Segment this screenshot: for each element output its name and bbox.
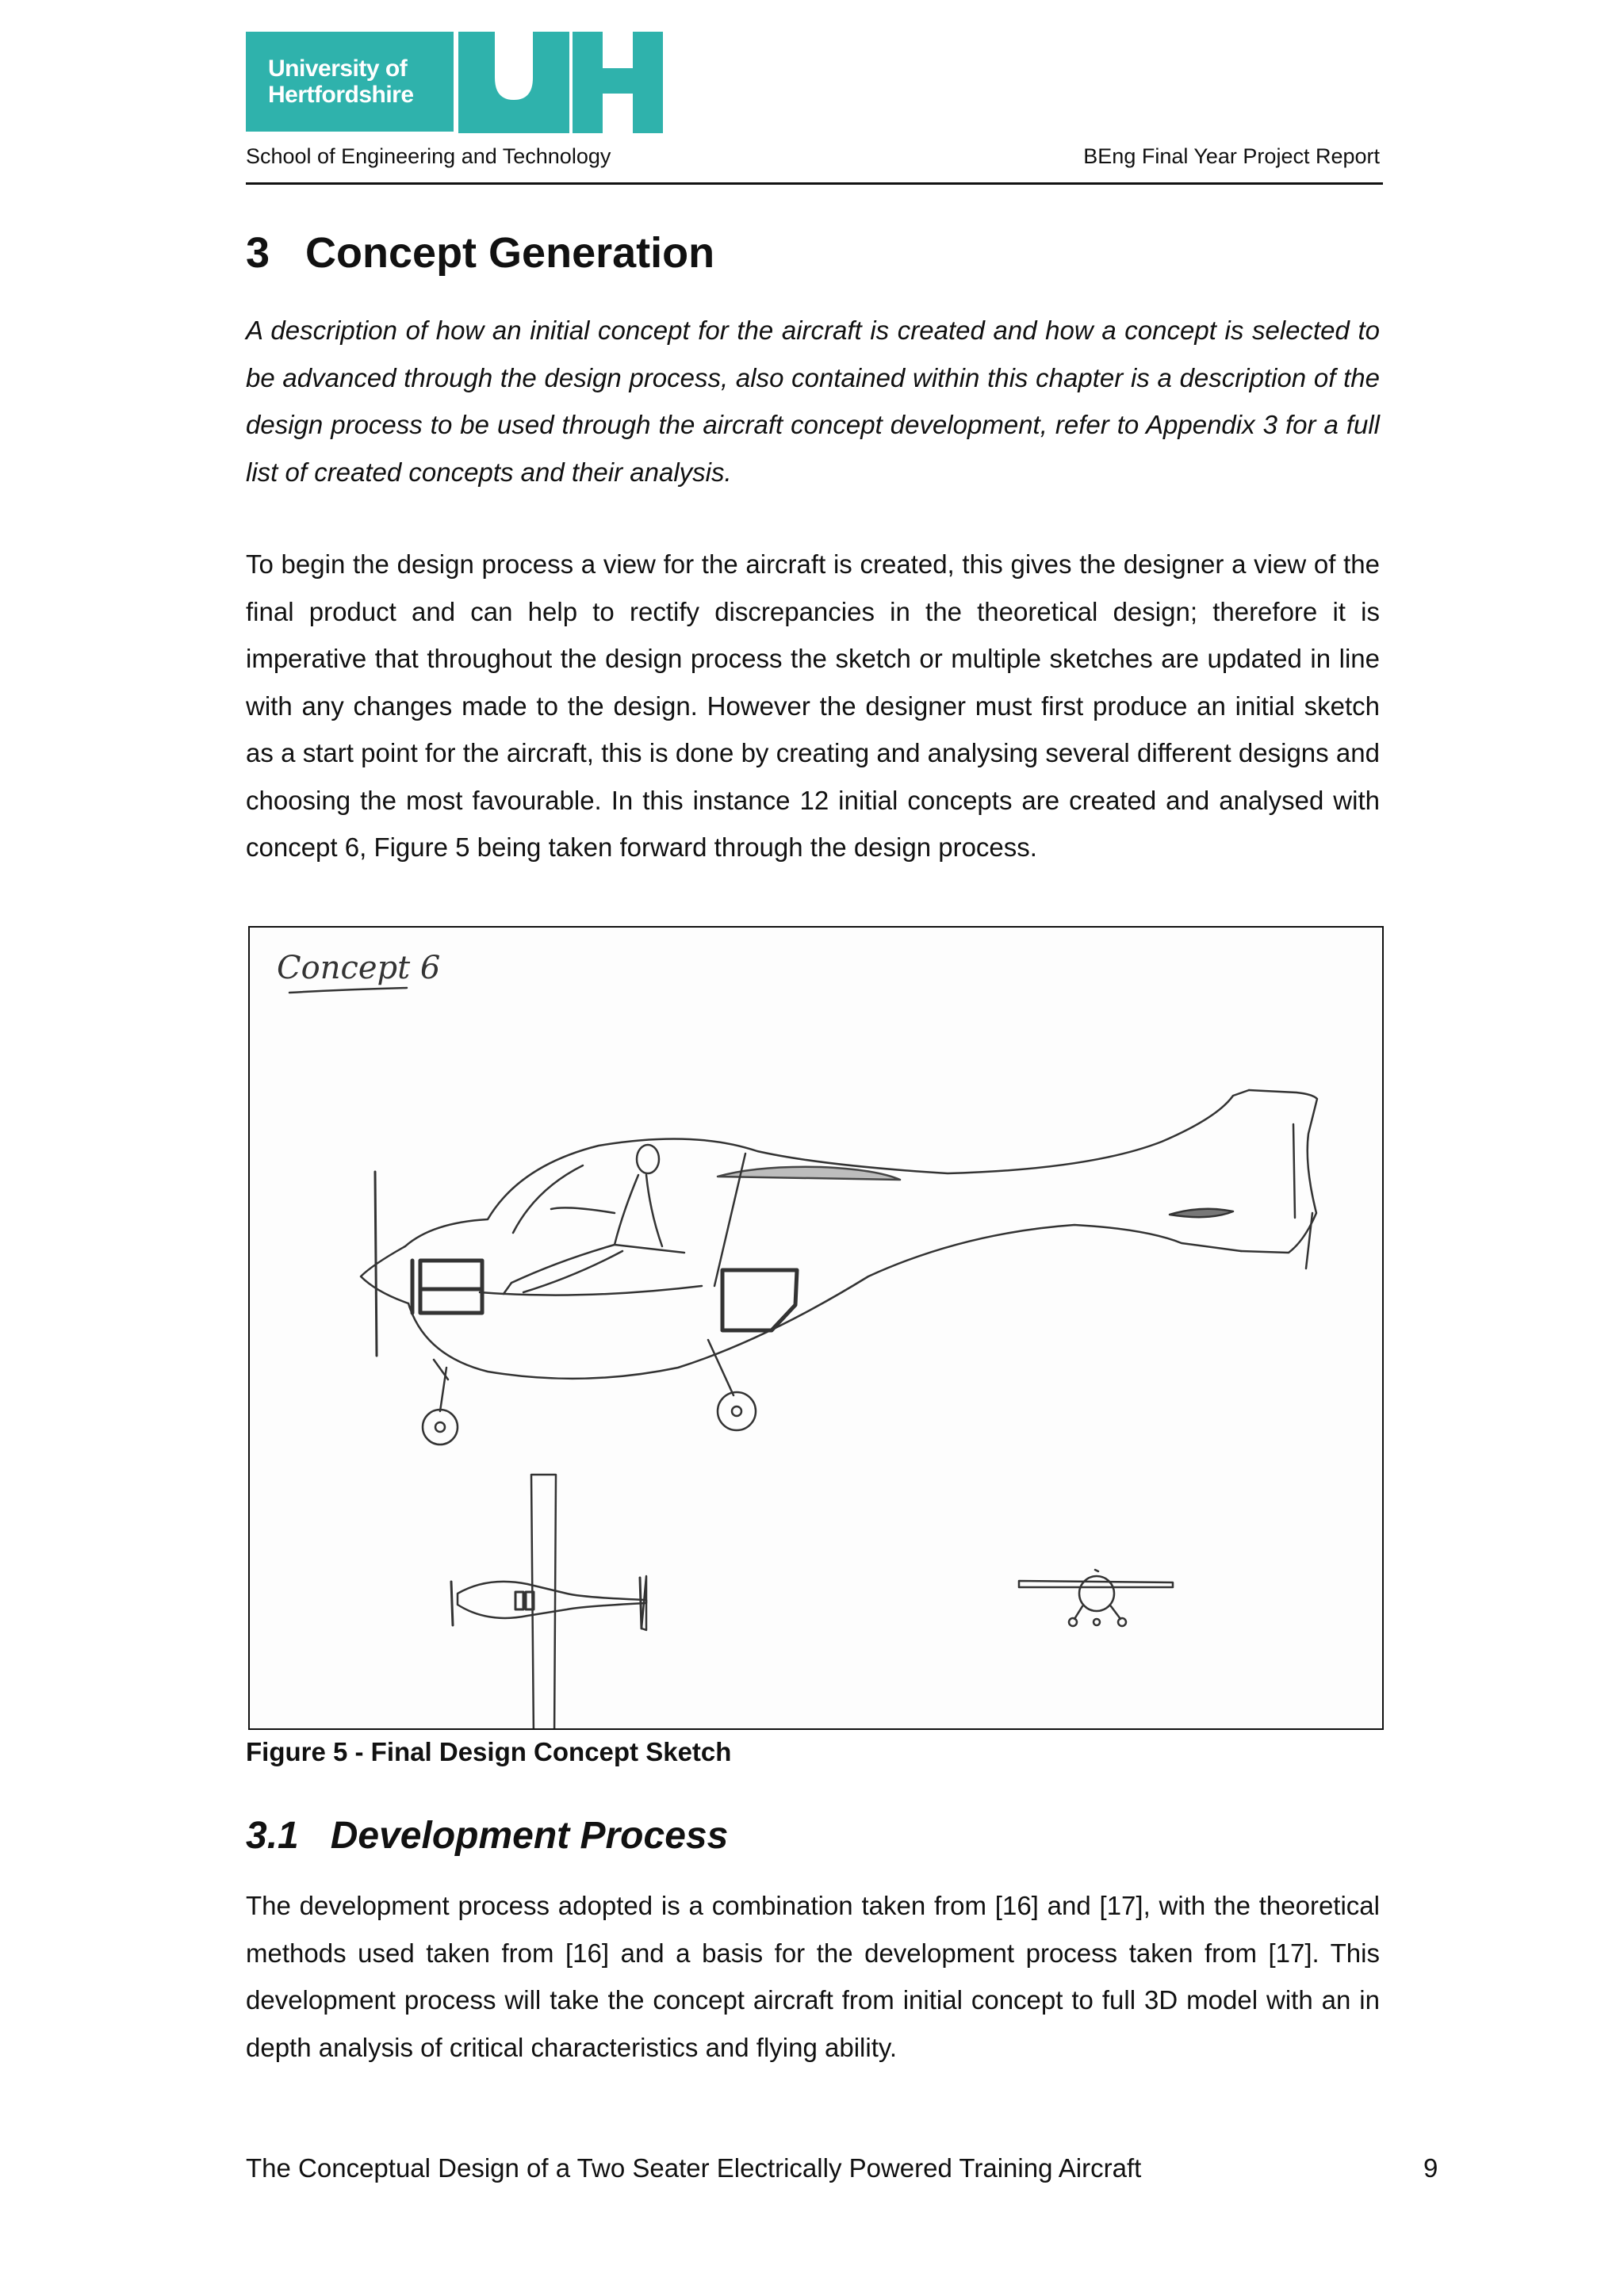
logo-line-2: Hertfordshire	[268, 82, 414, 108]
top-view	[451, 1475, 646, 1728]
fuselage-top-view	[458, 1582, 646, 1618]
footer-title: The Conceptual Design of a Two Seater Electrically Powered Training Aircraft	[246, 2153, 1142, 2183]
nose-wheel-hub	[435, 1422, 445, 1432]
logo-u-letter	[458, 32, 569, 133]
university-logo	[246, 32, 658, 133]
figure-caption: Figure 5 - Final Design Concept Sketch	[246, 1737, 732, 1766]
battery-box-1	[420, 1261, 482, 1289]
subsection-heading: 3.1 Development Process	[246, 1815, 729, 1857]
seat-left	[515, 1592, 523, 1609]
rear-battery-box	[722, 1270, 797, 1330]
wing-top	[531, 1475, 556, 1728]
front-view	[1019, 1570, 1173, 1626]
page-number: 9	[1423, 2153, 1438, 2183]
battery-box-2	[420, 1289, 482, 1313]
wing-side	[718, 1167, 900, 1180]
sketch-label-underline	[289, 988, 407, 993]
logo-wordmark	[268, 55, 414, 108]
section-heading: 3 Concept Generation	[246, 229, 715, 277]
report-type: BEng Final Year Project Report	[1083, 144, 1380, 168]
section-paragraph: To begin the design process a view for the aircraft is created, this gives the designer a view of the final product and can help to rectify discrepancies in the theoretical design; therefore it is imperative that throughout the design process the sketch or multiple sketches are updated in line with any changes made to the design. However the designer must first produce an initial sketch as a start point for the aircraft, this is done by creating and analysing several different designs and choosing the most favourable. In this instance 12 initial concepts are created and analysed with concept 6, Figure 5 being taken forward through the design process.	[246, 549, 1380, 862]
right-wheel-front	[1118, 1618, 1126, 1626]
sketch-label: Concept 6	[277, 950, 441, 986]
left-wheel-front	[1069, 1618, 1077, 1626]
concept-sketch-figure	[248, 926, 1384, 1730]
left-gear-front	[1074, 1606, 1082, 1619]
subsection-paragraph: The development process adopted is a combination taken from [16] and [17], with the theoretical methods used taken from [16] and a basis for the development process taken from [17]. This development process will take the concept aircraft from initial concept to full 3D model with an in depth analysis of critical characteristics and flying ability.	[246, 1891, 1380, 2062]
windscreen	[513, 1165, 583, 1233]
main-wheel-hub	[732, 1406, 741, 1416]
wing-front	[1019, 1581, 1173, 1587]
side-view	[361, 1090, 1317, 1445]
nose-wheel	[423, 1410, 458, 1445]
logo-box	[246, 32, 454, 132]
vertical-tail	[1241, 1090, 1317, 1253]
rudder-line	[1293, 1124, 1295, 1218]
right-gear-front	[1111, 1606, 1120, 1619]
propeller-top	[451, 1582, 453, 1625]
main-wheel	[718, 1392, 756, 1430]
header-divider	[246, 182, 1383, 185]
fuselage-bottom	[408, 1225, 1241, 1379]
logo-line-1: University of	[268, 55, 408, 82]
tail-skid	[1306, 1213, 1312, 1269]
aircraft-sketch	[250, 928, 1382, 1728]
section-abstract: A description of how an initial concept for the aircraft is created and how a concept is selected to be advanced through the design process, also contained within this chapter is a description of the design process to be used through the aircraft concept development, refer to Appendix 3 for a full list of created concepts and their analysis.	[246, 316, 1380, 487]
horizontal-stabilizer	[1170, 1209, 1233, 1217]
logo-h-letter	[573, 32, 663, 133]
fin-front	[1095, 1570, 1098, 1571]
school-name: School of Engineering and Technology	[246, 144, 611, 168]
nose-spinner	[361, 1246, 408, 1303]
pilot-figure	[504, 1145, 684, 1294]
cabin-floor	[480, 1286, 702, 1295]
nose-wheel-front	[1094, 1619, 1100, 1625]
seat-right	[526, 1592, 534, 1609]
